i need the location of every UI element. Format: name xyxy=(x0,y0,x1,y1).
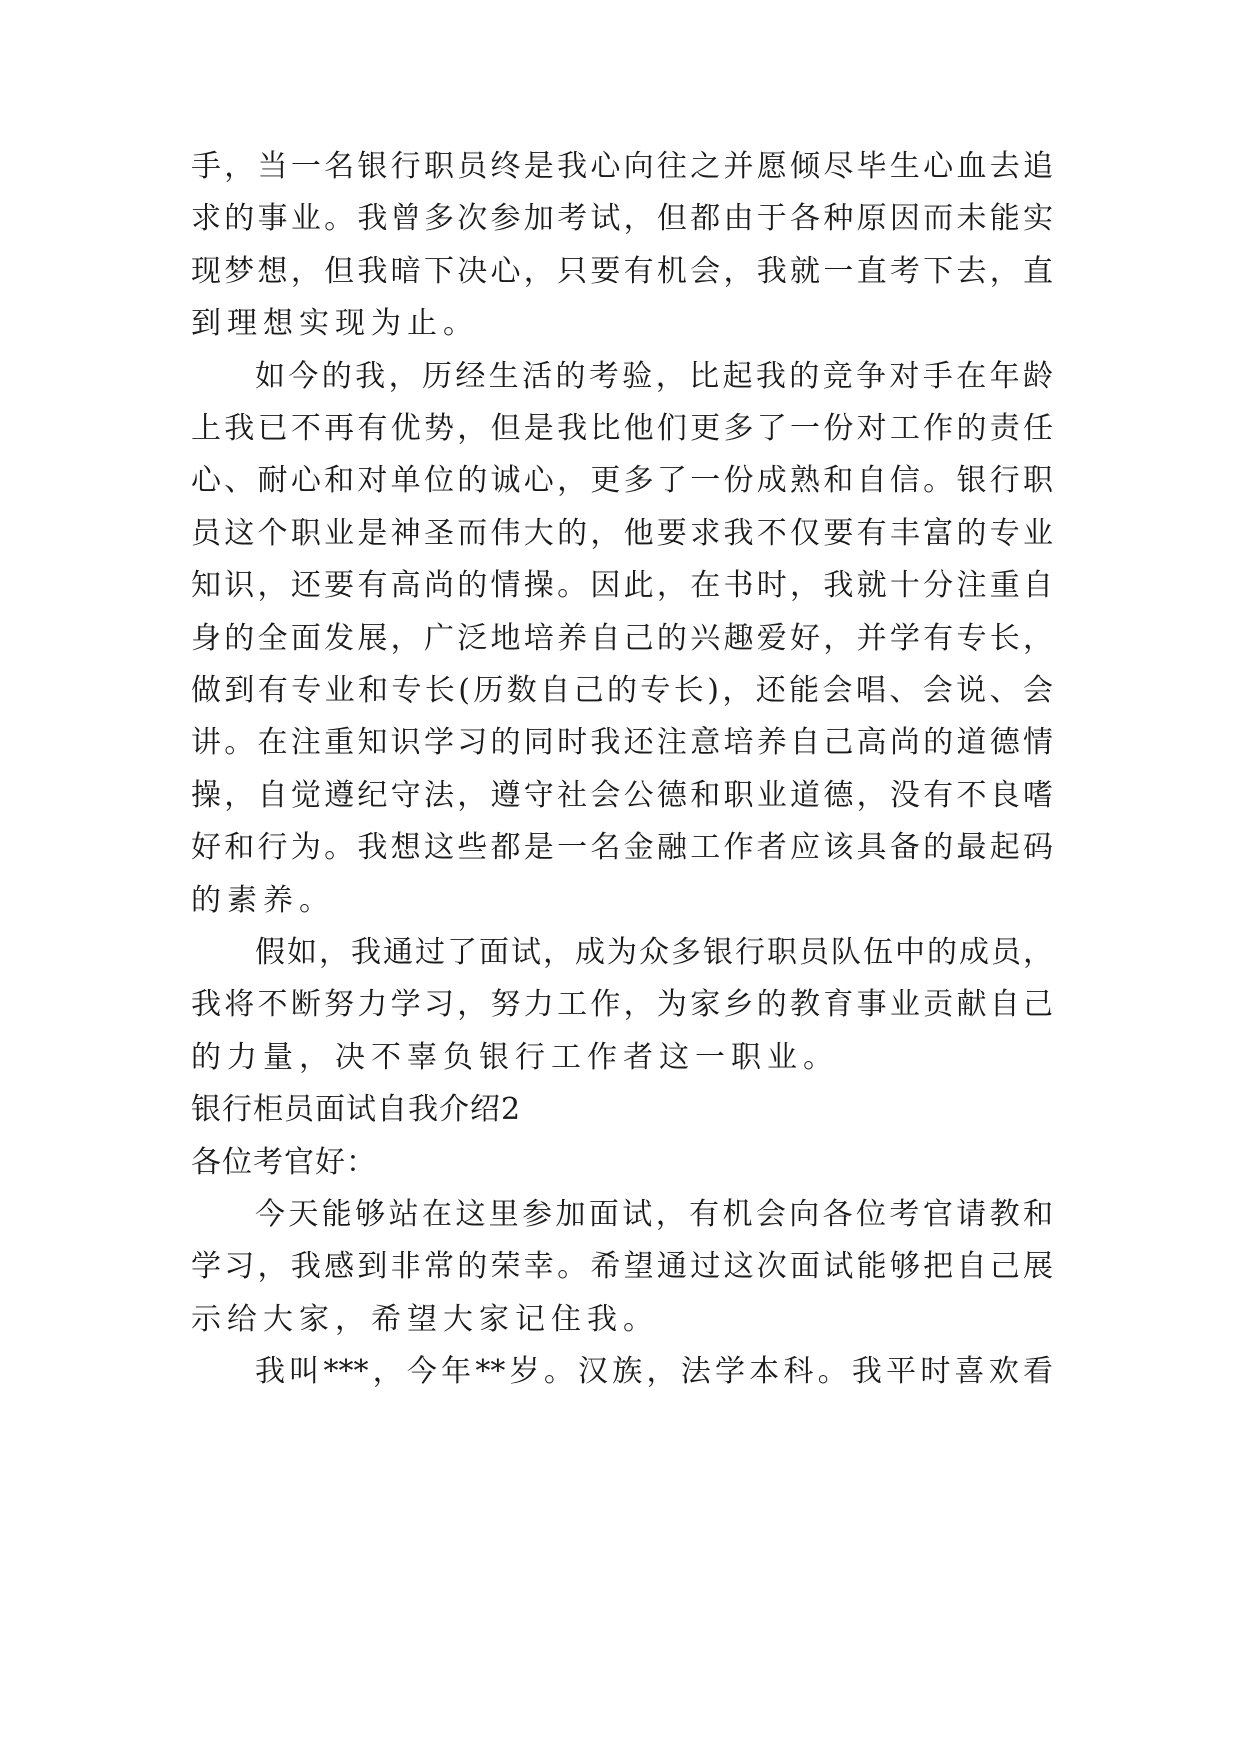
paragraph-line: 现梦想，但我暗下决心，只要有机会，我就一直考下去，直 xyxy=(191,254,1053,289)
paragraph-first-line: 我叫***，今年**岁。汉族，法学本科。我平时喜欢看 xyxy=(255,1354,1053,1389)
paragraph-line: 操，自觉遵纪守法，遵守社会公德和职业道德，没有不良嗜 xyxy=(191,778,1053,813)
salutation: 各位考官好： xyxy=(191,1145,377,1180)
paragraph-line: 学习，我感到非常的荣幸。希望通过这次面试能够把自己展 xyxy=(191,1249,1053,1284)
paragraph-line: 身的全面发展，广泛地培养自己的兴趣爱好，并学有专长， xyxy=(191,621,1053,656)
paragraph-line: 的力量，决不辜负银行工作者这一职业。 xyxy=(191,1040,839,1075)
section-heading: 银行柜员面试自我介绍2 xyxy=(191,1092,522,1127)
paragraph-line: 知识，还要有高尚的情操。因此，在书时，我就十分注重自 xyxy=(191,568,1053,603)
paragraph-line: 心、耐心和对单位的诚心，更多了一份成熟和自信。银行职 xyxy=(191,463,1053,498)
paragraph-line: 手，当一名银行职员终是我心向往之并愿倾尽毕生心血去追 xyxy=(191,149,1053,184)
paragraph-line: 做到有专业和专长(历数自己的专长)，还能会唱、会说、会 xyxy=(191,673,1053,708)
paragraph-line: 的素养。 xyxy=(191,883,335,918)
paragraph-line: 员这个职业是神圣而伟大的，他要求我不仅要有丰富的专业 xyxy=(191,516,1053,551)
paragraph-line: 好和行为。我想这些都是一名金融工作者应该具备的最起码 xyxy=(191,830,1053,865)
paragraph-first-line: 今天能够站在这里参加面试，有机会向各位考官请教和 xyxy=(255,1197,1053,1232)
paragraph-line: 到理想实现为止。 xyxy=(191,306,479,341)
paragraph-line: 示给大家，希望大家记住我。 xyxy=(191,1302,659,1337)
paragraph-first-line: 如今的我，历经生活的考验，比起我的竞争对手在年龄 xyxy=(255,359,1053,394)
paragraph-first-line: 假如，我通过了面试，成为众多银行职员队伍中的成员， xyxy=(255,935,1053,970)
paragraph-line: 讲。在注重知识学习的同时我还注意培养自己高尚的道德情 xyxy=(191,725,1053,760)
paragraph-line: 求的事业。我曾多次参加考试，但都由于各种原因而未能实 xyxy=(191,201,1053,236)
paragraph-line: 上我已不再有优势，但是我比他们更多了一份对工作的责任 xyxy=(191,411,1053,446)
paragraph-line: 我将不断努力学习，努力工作，为家乡的教育事业贡献自己 xyxy=(191,987,1053,1022)
